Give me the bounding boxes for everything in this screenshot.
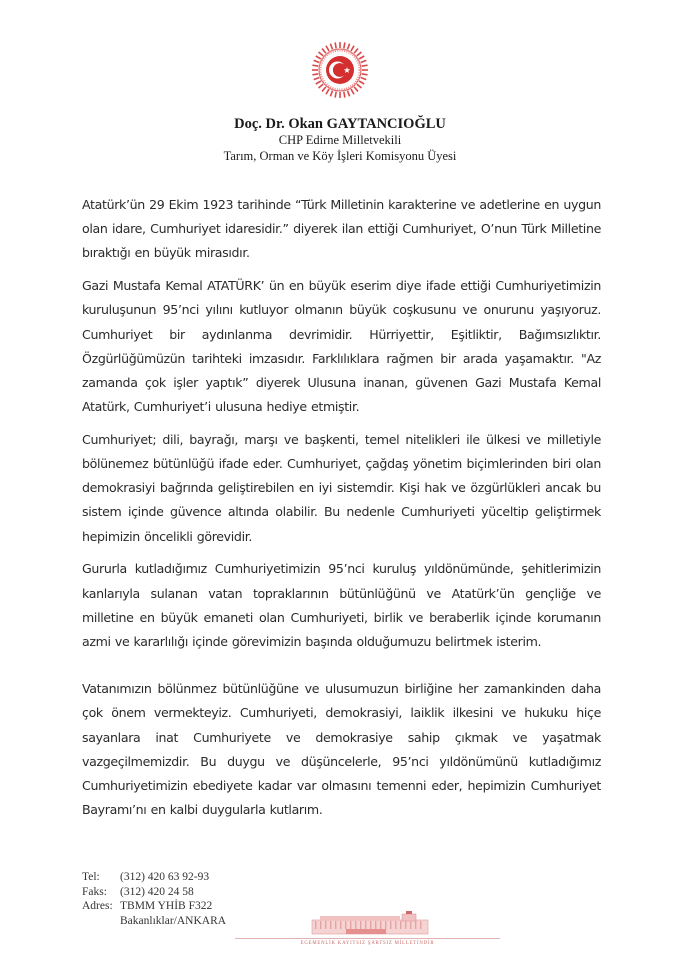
footer-rule <box>235 938 500 939</box>
sender-committee: Tarım, Orman ve Köy İşleri Komisyonu Üyesi <box>223 149 457 163</box>
contact-info <box>82 870 226 928</box>
tel-value: (312) 420 63 92-93 <box>120 871 210 883</box>
tbmm-seal-icon <box>310 40 370 100</box>
letter-body <box>82 193 601 831</box>
footer-motto: EGEMENLİK KAYITSIZ ŞARTSIZ MİLLETİNDİR <box>300 941 435 946</box>
tel-label: Tel: <box>82 871 100 883</box>
paragraph: Atatürk’ün 29 Ekim 1923 tarihinde “Türk Milletinin karakterine ve adetlerine en uygun olan idare, Cumhuriyet idaresidir.” diyerek ilan ettiği Cumhuriyet, O’nun Türk Milletine bıraktığı en büyük mirasıdır. <box>82 197 601 261</box>
fax-label: Faks: <box>82 885 107 898</box>
sender-title: CHP Edirne Milletvekili <box>278 133 402 147</box>
sender-name: Doç. Dr. Okan GAYTANCIOĞLU <box>234 116 446 132</box>
address-line1: TBMM YHİB F322 <box>120 900 213 912</box>
paragraph: Cumhuriyet; dili, bayrağı, marşı ve başkenti, temel nitelikleri ile ülkesi ve milletiyle bölünemez bütünlüğü ifade eder. Cumhuriyet, çağdaş yönetim biçimlerinden biri olan demokrasiyi bağrında geliştirebilen en iyi sistemdir. Kişi hak ve özgürlükleri ancak bu sistem içinde güvence altında olabilir. Bu nedenle Cumhuriyeti yüceltip geliştirmek hepimizin öncelikli görevidir. <box>82 431 601 544</box>
paragraph: Gazi Mustafa Kemal ATATÜRK’ ün en büyük eserim diye ifade ettiği Cumhuriyetimizin kuruluşunun 95’nci yılını kutluyor olmanın büyük coşkusunu ve onurunu yaşıyoruz. Cumhuriyet bir aydınlanma devrimidir. Hürriyettir, Eşitliktir, Bağımsızlıktır. Özgürlüğümüzün tarihteki imzasıdır. Farklılıklara rağmen bir arada yaşamaktır. "Az zamanda çok işler yaptık” diyerek Ulusuna inanan, güvenen Gazi Mustafa Kemal Atatürk, Cumhuriyet’i ulusuna hediye etmiştir. <box>82 278 601 415</box>
paragraph: Vatanımızın bölünmez bütünlüğüne ve ulusumuzun birliğine her zamankinden daha çok önem vermekteyiz. Cumhuriyeti, demokrasiyi, laiklik ilkesini ve hukuku hiçe sayanlara inat Cumhuriyete ve demokrasiye sahip çıkmak ve yaşatmak vazgeçilmemizdir. Bu duygu ve düşüncelerle, 95’nci yıldönümünü kutladığımız Cumhuriyetimizin ebediyete kadar var olmasını temenni eder, hepimizin Cumhuriyet Bayramı’nı en kalbi duygularla kutlarım. <box>82 681 601 818</box>
tbmm-building-icon <box>310 910 430 936</box>
address-line2: Bakanlıklar/ANKARA <box>120 914 227 927</box>
address-label: Adres: <box>82 900 113 912</box>
fax-value: (312) 420 24 58 <box>120 885 194 898</box>
paragraph: Gururla kutladığımız Cumhuriyetimizin 95’nci kuruluş yıldönümünde, şehitlerimizin kanlarıyla sulanan vatan topraklarının bütünlüğünü ve Atatürk’ün gençliğe ve milletine en büyük emaneti olan Cumhuriyeti, birlik ve beraberlik içinde korumanın azmi ve kararlılığı içinde görevimizin başında olduğumuzu belirtmek isterim. <box>82 561 601 649</box>
